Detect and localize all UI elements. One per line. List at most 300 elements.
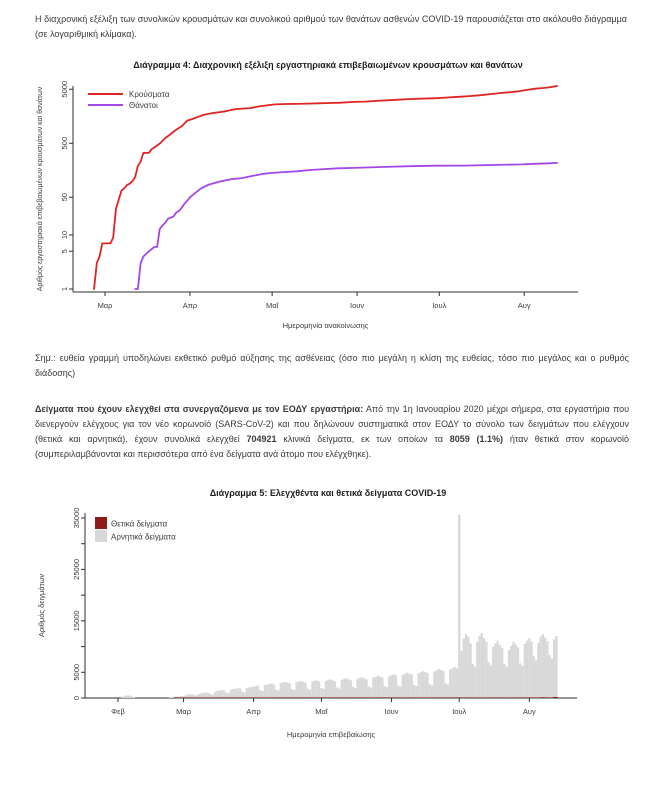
positive-bar — [535, 697, 537, 698]
positive-bar — [553, 697, 555, 698]
negative-bar — [379, 677, 381, 698]
negative-bar — [417, 673, 419, 697]
positive-bar — [347, 697, 349, 698]
positive-bar — [426, 697, 428, 698]
x-tick-label: Αυγ — [517, 301, 531, 310]
positive-bar — [273, 697, 275, 698]
negative-bar — [198, 694, 200, 698]
positive-bar — [219, 697, 221, 698]
negative-bar — [225, 693, 227, 698]
positive-bar — [379, 697, 381, 698]
y-tick-label: 50 — [60, 193, 69, 202]
negative-bar — [246, 688, 248, 697]
positive-bar — [533, 697, 535, 698]
negative-bar — [286, 683, 288, 698]
positive-bar — [384, 697, 386, 698]
positive-bar — [343, 697, 345, 698]
positive-bar — [508, 697, 510, 698]
positive-bar — [230, 697, 232, 698]
positive-bar — [417, 697, 419, 698]
x-tick-label: Μαΐ — [315, 707, 328, 716]
negative-bar — [517, 647, 519, 697]
positive-bar — [318, 697, 320, 698]
negative-bar — [485, 642, 487, 698]
positive-bar — [225, 697, 227, 698]
negative-bar — [234, 689, 236, 698]
x-axis-title: Ημερομηνία ανακοίνωσης — [282, 321, 369, 330]
y-tick-label: 5000 — [72, 663, 81, 681]
positive-bar — [261, 697, 263, 698]
negative-bar — [476, 642, 478, 698]
positive-bar — [185, 697, 187, 698]
negative-bar — [465, 634, 467, 697]
negative-bar — [216, 691, 218, 697]
negative-bar — [413, 685, 415, 697]
negative-bar — [544, 638, 546, 698]
positive-bar — [241, 697, 243, 698]
positive-bar — [316, 697, 318, 698]
positive-bar — [436, 697, 438, 698]
x-tick-label: Ιουλ — [432, 301, 447, 310]
figure5-chart — [33, 503, 623, 747]
negative-bar — [454, 667, 456, 697]
negative-bar — [463, 638, 465, 697]
negative-bar — [474, 666, 476, 697]
positive-bar — [363, 697, 365, 698]
negative-bar — [203, 693, 205, 698]
negative-bar — [336, 688, 338, 698]
negative-bar — [257, 685, 259, 697]
negative-bar — [347, 679, 349, 697]
positive-bar — [517, 697, 519, 698]
positive-bar — [424, 697, 426, 698]
positive-bar — [494, 697, 496, 698]
positive-bar — [442, 697, 444, 698]
positive-bar — [268, 697, 270, 698]
positive-bar — [212, 697, 214, 698]
negative-bar — [408, 674, 410, 698]
y-axis-title: Αριθμός εργαστηριακά επιβεβαιωμένων κρουσμάτων και θανάτων — [37, 86, 44, 292]
negative-bar — [295, 682, 297, 697]
positive-bar — [327, 697, 329, 698]
positive-bar — [526, 697, 528, 698]
negative-bar — [275, 690, 277, 698]
negative-bar — [440, 670, 442, 697]
x-tick-label: Απρ — [182, 301, 198, 310]
positive-bar — [257, 697, 259, 698]
positive-bar — [497, 697, 499, 698]
negative-bar — [365, 679, 367, 697]
negative-bar — [490, 665, 492, 697]
negative-bar — [521, 666, 523, 697]
positive-bar — [336, 697, 338, 698]
negative-bar — [327, 680, 329, 697]
positive-bar — [325, 697, 327, 698]
positive-bar — [234, 697, 236, 698]
negative-bar — [133, 697, 135, 698]
negative-bar — [404, 674, 406, 698]
y-tick-label: 0 — [72, 695, 81, 701]
negative-bar — [191, 694, 193, 697]
negative-bar — [126, 695, 128, 698]
negative-bar — [388, 676, 390, 697]
negative-bar — [386, 687, 388, 697]
negative-bar — [447, 684, 449, 697]
negative-bar — [483, 638, 485, 697]
negative-bar — [318, 681, 320, 697]
negative-bar — [381, 678, 383, 698]
positive-bar — [440, 697, 442, 698]
negative-bar — [332, 680, 334, 697]
positive-bar — [469, 697, 471, 698]
y-tick-label: 25000 — [72, 558, 81, 580]
negative-bar — [497, 641, 499, 698]
negative-bar — [264, 685, 266, 697]
negative-bar — [176, 696, 178, 697]
negative-bar — [293, 690, 295, 697]
negative-bar — [449, 670, 451, 698]
legend-deaths-label: Θάνατοι — [129, 101, 158, 110]
negative-bar — [354, 688, 356, 697]
samples-text-1: Από την 1η Ιανουαρίου 2020 μέχρι σήμερα, στα εργαστήρια που διενεργούν ελέγχους για τον νέο κορωνοϊό (SARS-CoV-2) και που δηλώνουν συστηματικά στον ΕΟΔΥ το σύνολο των δειγμάτων που ελέγχουν (θετικά και αρνητικά), έχουν συνολικά ελεγχθεί — [35, 404, 629, 444]
negative-bar — [469, 643, 471, 697]
positive-bar — [438, 697, 440, 698]
negative-bar — [230, 690, 232, 698]
negative-bar — [478, 636, 480, 698]
positive-bar — [478, 697, 480, 698]
negative-bar — [338, 689, 340, 698]
positive-bar — [445, 697, 447, 698]
negative-bar — [291, 689, 293, 697]
positive-bar — [216, 697, 218, 698]
x-tick-label: Απρ — [246, 707, 261, 716]
negative-bar — [282, 682, 284, 697]
positive-bar — [447, 697, 449, 698]
positive-bar — [191, 697, 193, 698]
samples-text-3: ήταν θετικά στον κορωνοϊό (συμπεριλαμβάνονται και περισσότερα από ένα δείγματα ανά άτομο που ελέγχθηκε). — [35, 434, 630, 459]
positive-bar — [422, 697, 424, 698]
positive-bar — [397, 697, 399, 698]
legend-cases-label: Κρούσματα — [129, 90, 170, 99]
positive-bar — [395, 697, 397, 698]
legend-negative-swatch — [95, 530, 107, 542]
positive-bar — [467, 697, 469, 698]
negative-bar — [232, 689, 234, 697]
positive-bar — [506, 697, 508, 698]
positive-bar — [320, 697, 322, 698]
positive-bar — [239, 697, 241, 698]
negative-bar — [304, 683, 306, 697]
positive-bar — [271, 697, 273, 698]
positive-bar — [332, 697, 334, 698]
negative-bar — [503, 664, 505, 697]
positive-bar — [350, 697, 352, 698]
negative-bar — [533, 656, 535, 697]
positive-bar — [465, 697, 467, 698]
positive-bar — [555, 697, 557, 698]
positive-bar — [246, 697, 248, 698]
negative-bar — [207, 693, 209, 697]
positive-bar — [205, 697, 207, 698]
y-tick-label: 1 — [60, 286, 69, 292]
negative-bar — [128, 696, 130, 698]
positive-bar — [196, 697, 198, 698]
positive-bar — [449, 697, 451, 698]
positive-bar — [463, 697, 465, 698]
negative-bar — [551, 659, 553, 698]
negative-bar — [313, 681, 315, 698]
positive-bar — [404, 697, 406, 698]
positive-bar — [485, 697, 487, 698]
negative-bar — [228, 693, 230, 697]
positive-bar — [207, 697, 209, 698]
positive-bar — [293, 697, 295, 698]
positive-bar — [356, 697, 358, 698]
positive-bar — [180, 697, 182, 698]
negative-bar — [200, 693, 202, 697]
x-axis-title: Ημερομηνία επιβεβαίωσης — [286, 730, 376, 739]
negative-bar — [481, 633, 483, 697]
deaths-line — [135, 163, 557, 289]
negative-bar — [210, 694, 212, 697]
negative-bar — [248, 687, 250, 697]
negative-bar — [277, 691, 279, 698]
negative-bar — [426, 673, 428, 697]
negative-bar — [341, 680, 343, 697]
positive-bar — [393, 697, 395, 698]
positive-bar — [542, 697, 544, 698]
negative-bar — [280, 683, 282, 697]
negative-bar — [178, 696, 180, 697]
negative-bar — [219, 691, 221, 698]
figure5-svg — [33, 503, 623, 747]
negative-bar — [372, 678, 374, 698]
negative-bar — [456, 669, 458, 698]
positive-bar — [510, 697, 512, 698]
negative-bar — [298, 681, 300, 697]
positive-bar — [309, 697, 311, 698]
positive-bar — [431, 697, 433, 698]
negative-bar — [528, 638, 530, 697]
negative-bar — [411, 675, 413, 698]
figure4-svg — [33, 74, 623, 336]
negative-bar — [555, 636, 557, 697]
positive-bar — [176, 697, 178, 698]
positive-bar — [365, 697, 367, 698]
negative-bar — [316, 680, 318, 697]
negative-bar — [323, 689, 325, 697]
negative-bar — [241, 692, 243, 698]
negative-bar — [397, 685, 399, 697]
positive-bar — [248, 697, 250, 698]
figure4-title: Διάγραμμα 4: Διαχρονική εξέλιξη εργαστηριακά επιβεβαιωμένων κρουσμάτων και θανάτων — [133, 60, 523, 70]
positive-bar — [372, 697, 374, 698]
positive-bar — [460, 697, 462, 698]
negative-bar — [424, 672, 426, 697]
positive-bar — [352, 697, 354, 698]
positive-bar — [286, 697, 288, 698]
legend-positive-swatch — [95, 517, 107, 529]
negative-bar — [124, 696, 126, 698]
positive-bar — [388, 697, 390, 698]
positive-bar — [277, 697, 279, 698]
positive-bar — [189, 697, 191, 698]
positive-bar — [182, 697, 184, 698]
positive-bar — [266, 697, 268, 698]
positive-bar — [304, 697, 306, 698]
samples-positive-count: 8059 (1.1%) — [449, 434, 504, 444]
negative-bar — [187, 695, 189, 698]
positive-bar — [280, 697, 282, 698]
positive-bar — [203, 697, 205, 698]
negative-bar — [519, 663, 521, 697]
negative-bar — [189, 694, 191, 697]
x-tick-label: Αυγ — [522, 707, 536, 716]
negative-bar — [243, 692, 245, 697]
negative-bar — [377, 676, 379, 698]
positive-bar — [210, 697, 212, 698]
positive-bar — [370, 697, 372, 698]
positive-bar — [406, 697, 408, 698]
y-axis-title: Αριθμός δειγμάτων — [37, 573, 46, 638]
negative-bar — [370, 688, 372, 698]
y-tick-label: 5000 — [60, 80, 69, 98]
positive-bar — [537, 697, 539, 698]
negative-bar — [467, 637, 469, 698]
positive-bar — [307, 697, 309, 698]
figure4-note: Σημ.: ευθεία γραμμή υποδηλώνει εκθετικό ρυθμό αύξησης της ασθένειας (όσο πιο μεγάλη η κλίση της ευθείας, τόσο πιο μεγάλος και ο ρυθμός διάδοσης) — [35, 353, 629, 378]
x-tick-label: Φεβ — [111, 707, 125, 716]
negative-bar — [390, 675, 392, 697]
negative-bar — [221, 690, 223, 697]
negative-bar — [300, 681, 302, 697]
negative-bar — [368, 687, 370, 698]
negative-bar — [289, 683, 291, 697]
negative-bar — [542, 634, 544, 697]
positive-bar — [302, 697, 304, 698]
negative-bar — [182, 696, 184, 698]
negative-bar — [307, 689, 309, 698]
positive-bar — [243, 697, 245, 698]
negative-bar — [350, 680, 352, 697]
negative-bar — [436, 670, 438, 697]
negative-bar — [553, 639, 555, 697]
positive-bar — [323, 697, 325, 698]
negative-bar — [266, 685, 268, 698]
negative-bar — [180, 696, 182, 697]
positive-bar — [298, 697, 300, 698]
positive-bar — [252, 697, 254, 698]
positive-bar — [237, 697, 239, 698]
y-tick-label: 5 — [60, 249, 69, 254]
positive-bar — [359, 697, 361, 698]
positive-bar — [275, 697, 277, 698]
positive-bar — [490, 697, 492, 698]
positive-bar — [187, 697, 189, 698]
negative-bar — [406, 673, 408, 698]
intro-paragraph: Η διαχρονική εξέλιξη των συνολικών κρουσμάτων και συνολικού αριθμού των θανάτων ασθενών COVID-19 παρουσιάζεται στο ακόλουθο διάγραμμα (σε λογαριθμική κλίμακα). — [35, 14, 627, 39]
positive-bar — [223, 697, 225, 698]
negative-bar — [535, 660, 537, 697]
positive-bar — [361, 697, 363, 698]
positive-bar — [544, 697, 546, 698]
negative-bar — [320, 688, 322, 697]
positive-bar — [214, 697, 216, 698]
negative-bar — [422, 671, 424, 697]
negative-bar — [420, 672, 422, 697]
negative-bar — [492, 647, 494, 697]
positive-bar — [295, 697, 297, 698]
negative-bar — [451, 668, 453, 697]
positive-bar — [528, 697, 530, 698]
positive-bar — [515, 697, 517, 698]
negative-bar — [302, 682, 304, 697]
positive-bar — [334, 697, 336, 698]
positive-bar — [284, 697, 286, 698]
positive-bar — [250, 697, 252, 698]
figure4-chart — [33, 74, 623, 336]
positive-bar — [374, 697, 376, 698]
figure5-title: Διάγραμμα 5: Ελεγχθέντα και θετικά δείγματα COVID-19 — [209, 488, 447, 498]
positive-bar — [546, 697, 548, 698]
negative-bar — [252, 687, 254, 698]
positive-bar — [433, 697, 435, 698]
positive-bar — [354, 697, 356, 698]
positive-bar — [458, 697, 460, 698]
positive-bar — [390, 697, 392, 698]
positive-bar — [386, 697, 388, 698]
negative-bar — [237, 688, 239, 697]
negative-bar — [356, 679, 358, 698]
positive-bar — [291, 697, 293, 698]
positive-bar — [474, 697, 476, 698]
positive-bar — [228, 697, 230, 698]
negative-bar — [539, 637, 541, 698]
positive-bar — [255, 697, 257, 698]
negative-bar — [460, 651, 462, 697]
negative-bar — [501, 648, 503, 697]
negative-bar — [472, 664, 474, 697]
y-tick-label: 10 — [60, 230, 69, 240]
legend-positive-label: Θετικά δείγματα — [111, 519, 168, 529]
positive-bar — [178, 697, 180, 698]
positive-bar — [311, 697, 313, 698]
negative-bar — [271, 684, 273, 698]
positive-bar — [420, 697, 422, 698]
negative-bar — [255, 686, 257, 697]
positive-bar — [232, 697, 234, 698]
negative-bar — [494, 643, 496, 697]
negative-bar — [530, 642, 532, 698]
negative-bar — [429, 684, 431, 697]
positive-bar — [399, 697, 401, 698]
samples-lead: Δείγματα που έχουν ελεγχθεί στα συνεργαζόμενα με τον ΕΟΔΥ εργαστήρια: — [35, 404, 364, 414]
positive-bar — [300, 697, 302, 698]
positive-bar — [413, 697, 415, 698]
positive-bar — [487, 697, 489, 698]
positive-bar — [481, 697, 483, 698]
negative-bar — [196, 695, 198, 697]
positive-bar — [456, 697, 458, 698]
negative-bar — [512, 642, 514, 698]
negative-bar — [524, 644, 526, 697]
cases-line — [94, 86, 557, 289]
positive-bar — [492, 697, 494, 698]
negative-bar — [402, 675, 404, 698]
negative-bar — [173, 697, 175, 698]
x-tick-label: Μαΐ — [266, 301, 279, 310]
x-tick-label: Ιουν — [384, 707, 399, 716]
